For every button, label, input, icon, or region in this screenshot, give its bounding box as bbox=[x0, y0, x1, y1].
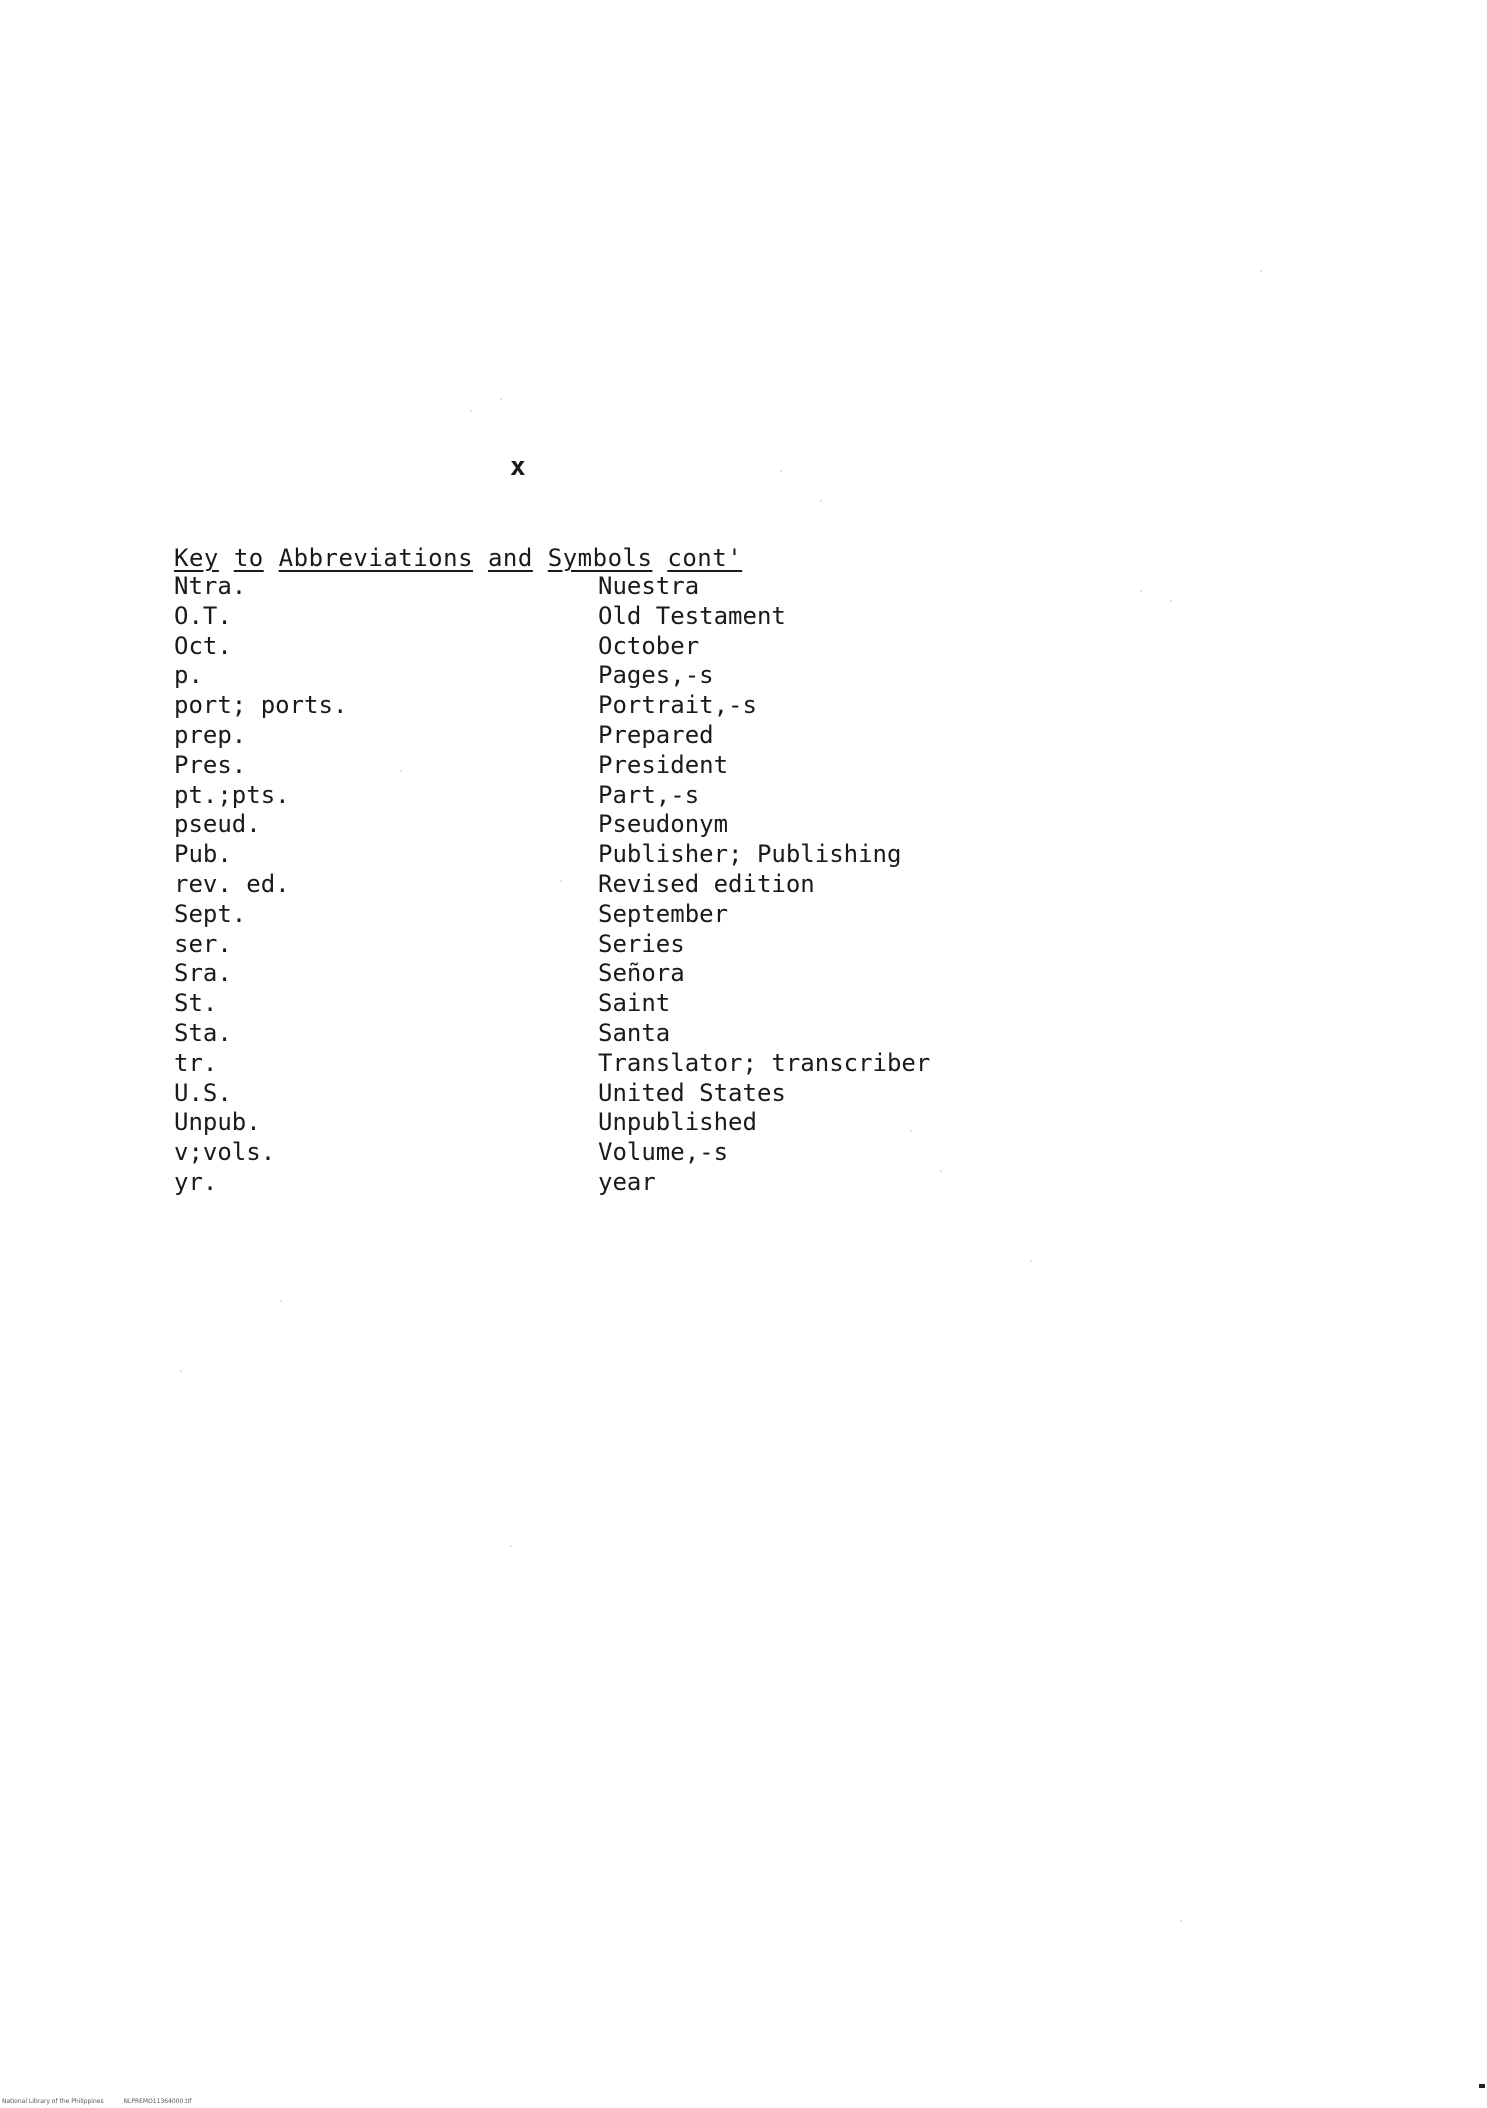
abbreviation-meaning: Nuestra bbox=[598, 572, 700, 600]
section-heading bbox=[174, 544, 742, 572]
abbreviation-row bbox=[174, 930, 1074, 960]
abbreviation: Oct. bbox=[174, 631, 232, 660]
abbreviation-meaning: Part,-s bbox=[598, 780, 700, 809]
footer-library: National Library of the Philippines bbox=[2, 2098, 104, 2105]
abbreviation-row bbox=[174, 900, 1074, 930]
abbreviation: Sra. bbox=[174, 959, 232, 988]
abbreviation-meaning: President bbox=[598, 750, 729, 779]
abbreviation-row bbox=[174, 870, 1074, 900]
abbreviation-meaning: September bbox=[598, 899, 729, 928]
abbreviation-meaning: Publisher; Publishing bbox=[598, 840, 902, 869]
abbreviation: Sept. bbox=[174, 899, 247, 928]
heading-word: cont' bbox=[667, 544, 743, 572]
abbreviation: Ntra. bbox=[174, 572, 247, 600]
abbreviation-row bbox=[174, 572, 1074, 602]
abbreviation-row bbox=[174, 840, 1074, 870]
abbreviation: port; ports. bbox=[174, 691, 348, 720]
heading-word: to bbox=[233, 544, 264, 572]
abbreviation-row bbox=[174, 1049, 1074, 1079]
abbreviation-row bbox=[174, 959, 1074, 989]
abbreviation: p. bbox=[174, 661, 203, 690]
abbreviation-row bbox=[174, 1079, 1074, 1109]
abbreviation-row bbox=[174, 751, 1074, 781]
abbreviation-row bbox=[174, 721, 1074, 751]
footer-code: NLPREMO11364000.tif bbox=[123, 2098, 192, 2105]
heading-word: Symbols bbox=[547, 544, 653, 572]
heading-word: and bbox=[487, 544, 533, 572]
abbreviation-meaning: Old Testament bbox=[598, 601, 786, 630]
abbreviation-row bbox=[174, 1168, 1074, 1198]
abbreviation: tr. bbox=[174, 1048, 218, 1077]
abbreviation: rev. ed. bbox=[174, 869, 290, 898]
abbreviation-row bbox=[174, 1108, 1074, 1138]
abbreviation-meaning: Santa bbox=[598, 1018, 671, 1047]
abbreviation-meaning: Pseudonym bbox=[598, 810, 729, 839]
heading-word: Abbreviations bbox=[278, 544, 474, 572]
abbreviation-row bbox=[174, 781, 1074, 811]
abbreviation-meaning: Series bbox=[598, 929, 685, 958]
abbreviation: O.T. bbox=[174, 601, 232, 630]
abbreviation-meaning: Revised edition bbox=[598, 869, 815, 898]
abbreviation-row bbox=[174, 1138, 1074, 1168]
edge-mark bbox=[1479, 2084, 1485, 2088]
abbreviation-row bbox=[174, 1019, 1074, 1049]
abbreviation: Unpub. bbox=[174, 1108, 261, 1137]
abbreviation-row bbox=[174, 602, 1074, 632]
page-number: x bbox=[510, 452, 526, 482]
abbreviation: prep. bbox=[174, 720, 247, 749]
abbreviation-meaning: Translator; transcriber bbox=[598, 1048, 931, 1077]
abbreviation: v;vols. bbox=[174, 1138, 276, 1167]
abbreviation-meaning: Saint bbox=[598, 989, 671, 1018]
abbreviation: yr. bbox=[174, 1167, 218, 1196]
abbreviation-list bbox=[174, 572, 1074, 1198]
abbreviation-meaning: Señora bbox=[598, 959, 685, 988]
abbreviation: pt.;pts. bbox=[174, 780, 290, 809]
heading-word: Key bbox=[174, 544, 219, 572]
abbreviation-meaning: October bbox=[598, 631, 700, 660]
abbreviation-row bbox=[174, 989, 1074, 1019]
abbreviation-row bbox=[174, 661, 1074, 691]
abbreviation-meaning: Volume,-s bbox=[598, 1138, 729, 1167]
abbreviation-meaning: United States bbox=[598, 1078, 786, 1107]
abbreviation-row bbox=[174, 632, 1074, 662]
abbreviation: U.S. bbox=[174, 1078, 232, 1107]
abbreviation: Pub. bbox=[174, 840, 232, 869]
abbreviation-meaning: Prepared bbox=[598, 720, 714, 749]
abbreviation-row bbox=[174, 691, 1074, 721]
abbreviation-meaning: year bbox=[598, 1167, 656, 1196]
abbreviation-meaning: Unpublished bbox=[598, 1108, 757, 1137]
abbreviation: pseud. bbox=[174, 810, 261, 839]
abbreviation-meaning: Portrait,-s bbox=[598, 691, 757, 720]
abbreviation: Pres. bbox=[174, 750, 247, 779]
abbreviation: ser. bbox=[174, 929, 232, 958]
abbreviation: Sta. bbox=[174, 1018, 232, 1047]
abbreviation-row bbox=[174, 810, 1074, 840]
abbreviation: St. bbox=[174, 989, 218, 1018]
abbreviation-meaning: Pages,-s bbox=[598, 661, 714, 690]
scan-footer bbox=[2, 2098, 191, 2105]
